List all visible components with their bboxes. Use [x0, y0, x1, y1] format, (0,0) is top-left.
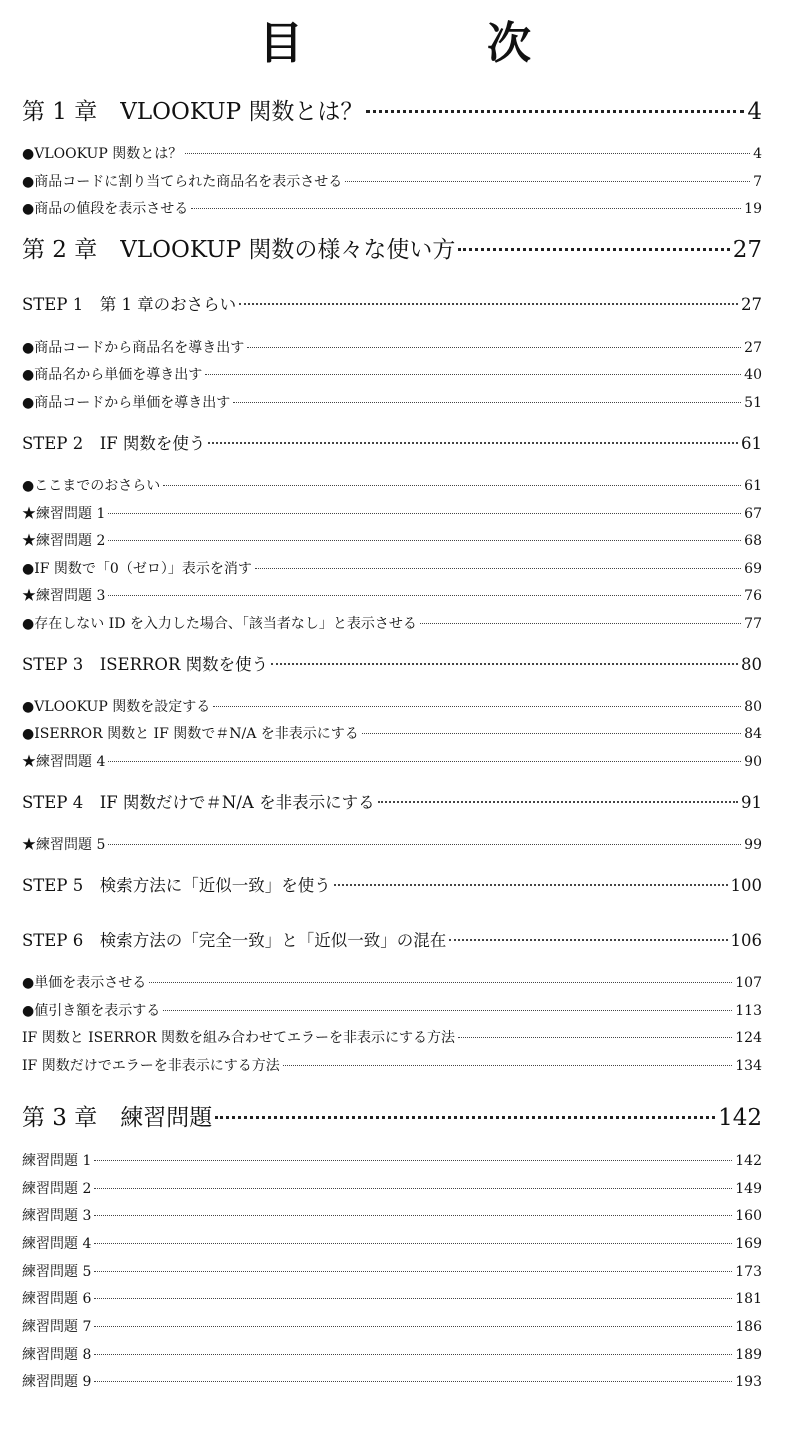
toc-step-entry	[22, 792, 762, 814]
toc-step-entry	[22, 294, 762, 316]
page-number: 169	[735, 1236, 762, 1252]
entry-title: ●商品コードに割り当てられた商品名を表示させる	[22, 174, 343, 190]
toc-step-entry	[22, 433, 762, 455]
dot-leader	[378, 801, 738, 803]
toc-item-entry	[22, 586, 762, 606]
dot-leader	[108, 761, 741, 762]
toc-item-entry	[22, 614, 762, 634]
page-number: 7	[753, 174, 762, 190]
page-number: 4	[753, 146, 762, 162]
toc-item-entry	[22, 1056, 762, 1076]
dot-leader	[94, 1326, 732, 1327]
toc-step-entry	[22, 654, 762, 676]
entry-title: ●ここまでのおさらい	[22, 478, 161, 494]
entry-title: 練習問題 5	[22, 1264, 92, 1280]
dot-leader	[208, 442, 738, 444]
page-number: 51	[744, 395, 762, 411]
dot-leader	[94, 1298, 732, 1299]
page-number: 27	[744, 340, 762, 356]
entry-title: 練習問題 6	[22, 1291, 92, 1307]
toc-item-entry	[22, 1179, 762, 1199]
toc-item-entry	[22, 504, 762, 524]
entry-title: 第 2 章 VLOOKUP 関数の様々な使い方	[22, 237, 456, 263]
entry-title: ●値引き額を表示する	[22, 1003, 161, 1019]
entry-title: 練習問題 4	[22, 1236, 92, 1252]
page-number: 61	[741, 434, 762, 453]
entry-title: ●単価を表示させる	[22, 975, 147, 991]
dot-leader	[271, 663, 738, 665]
entry-title: ●商品名から単価を導き出す	[22, 367, 203, 383]
page-number: 149	[735, 1181, 762, 1197]
toc-item-entry	[22, 1317, 762, 1337]
entry-title: ★練習問題 2	[22, 533, 106, 549]
entry-title: 練習問題 8	[22, 1347, 92, 1363]
page-number: 80	[741, 655, 762, 674]
toc-chapter-entry	[22, 1103, 762, 1133]
toc-item-entry	[22, 172, 762, 192]
page-number: 113	[735, 1003, 762, 1019]
entry-title: ★練習問題 1	[22, 506, 106, 522]
page-title: 目 次	[259, 18, 601, 69]
page-number: 106	[730, 931, 762, 950]
dot-leader	[94, 1160, 732, 1161]
entry-title: STEP 5 検索方法に「近似一致」を使う	[22, 876, 331, 895]
dot-leader	[345, 181, 750, 182]
toc-chapter-entry	[22, 97, 762, 127]
page-number: 61	[744, 478, 762, 494]
entry-title: STEP 1 第 1 章のおさらい	[22, 295, 237, 314]
page-number: 160	[735, 1208, 762, 1224]
page-number: 68	[744, 533, 762, 549]
dot-leader	[108, 595, 741, 596]
toc-item-entry	[22, 724, 762, 744]
entry-title: 第 1 章 VLOOKUP 関数とは？	[22, 99, 364, 125]
entry-title: 練習問題 1	[22, 1153, 92, 1169]
dot-leader	[458, 1037, 732, 1038]
entry-title: STEP 3 ISERROR 関数を使う	[22, 655, 269, 674]
toc-item-entry	[22, 1372, 762, 1392]
toc-item-entry	[22, 338, 762, 358]
entry-title: STEP 2 IF 関数を使う	[22, 434, 206, 453]
toc-item-entry	[22, 1289, 762, 1309]
page-number: 189	[735, 1347, 762, 1363]
page-number: 107	[735, 975, 762, 991]
entry-title: 練習問題 3	[22, 1208, 92, 1224]
entry-title: ●VLOOKUP 関数を設定する	[22, 699, 211, 715]
toc-step-entry	[22, 930, 762, 952]
entry-title: ●商品コードから単価を導き出す	[22, 395, 231, 411]
entry-title: IF 関数と ISERROR 関数を組み合わせてエラーを非表示にする方法	[22, 1030, 456, 1046]
toc-item-entry	[22, 393, 762, 413]
dot-leader	[420, 623, 741, 624]
toc-item-entry	[22, 752, 762, 772]
dot-leader	[233, 402, 741, 403]
dot-leader	[362, 733, 741, 734]
page-number: 173	[735, 1264, 762, 1280]
page-number: 4	[747, 99, 762, 125]
entry-title: ●商品コードから商品名を導き出す	[22, 340, 245, 356]
toc-chapter-entry	[22, 235, 762, 265]
toc-item-entry	[22, 1001, 762, 1021]
toc-step-entry	[22, 875, 762, 897]
page-number: 142	[718, 1105, 762, 1131]
entry-title: STEP 4 IF 関数だけで＃N/A を非表示にする	[22, 793, 375, 812]
dot-leader	[94, 1243, 732, 1244]
dot-leader	[149, 982, 732, 983]
dot-leader	[334, 884, 728, 886]
page-number: 76	[744, 588, 762, 604]
page-number: 80	[744, 699, 762, 715]
dot-leader	[108, 540, 741, 541]
dot-leader	[247, 347, 741, 348]
page-number: 90	[744, 754, 762, 770]
toc-item-entry	[22, 973, 762, 993]
page-number: 69	[744, 561, 762, 577]
dot-leader	[108, 844, 741, 845]
dot-leader	[213, 706, 741, 707]
dot-leader	[366, 110, 744, 113]
page-number: 27	[741, 295, 762, 314]
page-number: 40	[744, 367, 762, 383]
entry-title: 練習問題 9	[22, 1374, 92, 1390]
dot-leader	[94, 1188, 732, 1189]
toc-item-entry	[22, 1234, 762, 1254]
entry-title: ●商品の値段を表示させる	[22, 201, 189, 217]
entry-title: ★練習問題 5	[22, 837, 106, 853]
toc-item-entry	[22, 1028, 762, 1048]
dot-leader	[191, 208, 741, 209]
entry-title: STEP 6 検索方法の「完全一致」と「近似一致」の混在	[22, 931, 447, 950]
page-number: 84	[744, 726, 762, 742]
toc-item-entry	[22, 1345, 762, 1365]
entry-title: ★練習問題 3	[22, 588, 106, 604]
dot-leader	[458, 248, 729, 251]
dot-leader	[215, 1116, 715, 1119]
entry-title: ★練習問題 4	[22, 754, 106, 770]
dot-leader	[94, 1271, 732, 1272]
dot-leader	[283, 1065, 733, 1066]
toc-item-entry	[22, 199, 762, 219]
toc-item-entry	[22, 531, 762, 551]
dot-leader	[108, 513, 741, 514]
dot-leader	[94, 1354, 732, 1355]
dot-leader	[449, 939, 727, 941]
dot-leader	[255, 568, 741, 569]
toc-item-entry	[22, 476, 762, 496]
page-number: 193	[735, 1374, 762, 1390]
entry-title: ●VLOOKUP 関数とは？	[22, 146, 183, 162]
page-number: 100	[730, 876, 762, 895]
dot-leader	[163, 1010, 732, 1011]
page-number: 67	[744, 506, 762, 522]
toc-item-entry	[22, 697, 762, 717]
page-number: 134	[735, 1058, 762, 1074]
page-number: 91	[741, 793, 762, 812]
entry-title: IF 関数だけでエラーを非表示にする方法	[22, 1058, 280, 1074]
page-number: 99	[744, 837, 762, 853]
entry-title: 第 3 章 練習問題	[22, 1105, 213, 1131]
toc-item-entry	[22, 835, 762, 855]
dot-leader	[94, 1381, 732, 1382]
entry-title: ●ISERROR 関数と IF 関数で＃N/A を非表示にする	[22, 726, 359, 742]
dot-leader	[205, 374, 741, 375]
dot-leader	[163, 485, 741, 486]
toc-item-entry	[22, 365, 762, 385]
page-number: 124	[735, 1030, 762, 1046]
entry-title: ●存在しない ID を入力した場合、「該当者なし」と表示させる	[22, 616, 417, 632]
page-number: 77	[744, 616, 762, 632]
toc-item-entry	[22, 144, 762, 164]
toc-item-entry	[22, 559, 762, 579]
dot-leader	[239, 303, 738, 305]
page-number: 142	[735, 1153, 762, 1169]
page-number: 181	[735, 1291, 762, 1307]
page-number: 19	[744, 201, 762, 217]
page-number: 186	[735, 1319, 762, 1335]
toc-item-entry	[22, 1151, 762, 1171]
toc-item-entry	[22, 1206, 762, 1226]
entry-title: ●IF 関数で「0（ゼロ）」表示を消す	[22, 561, 252, 577]
dot-leader	[185, 153, 750, 154]
toc-item-entry	[22, 1262, 762, 1282]
page-number: 27	[732, 237, 762, 263]
entry-title: 練習問題 2	[22, 1181, 92, 1197]
entry-title: 練習問題 7	[22, 1319, 92, 1335]
dot-leader	[94, 1215, 732, 1216]
